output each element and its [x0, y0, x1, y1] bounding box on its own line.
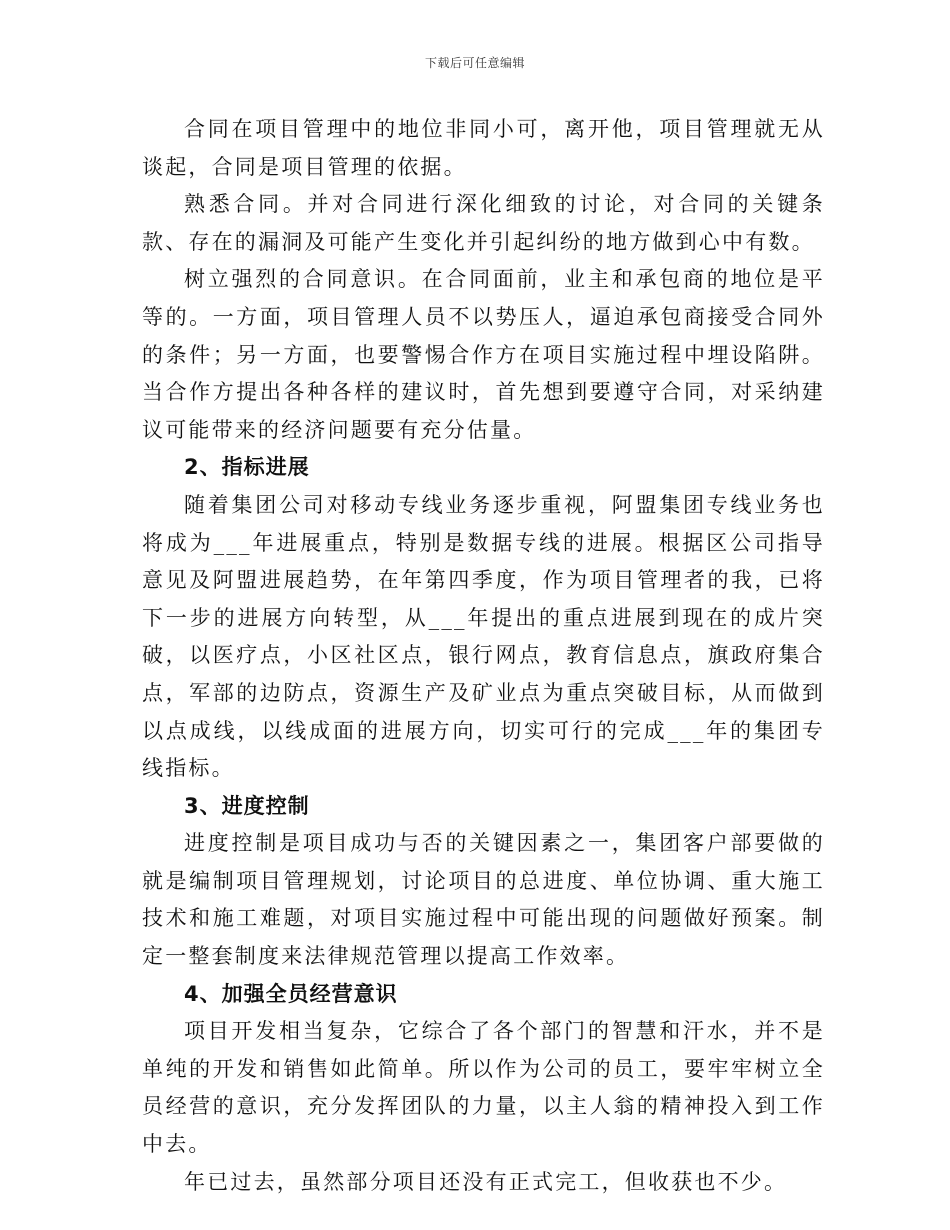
paragraph-contract-importance: 合同在项目管理中的地位非同小可，离开他，项目管理就无从谈起，合同是项目管理的依据。 [142, 117, 825, 179]
paragraph-business-awareness: 项目开发相当复杂，它综合了各个部门的智慧和汗水，并不是单纯的开发和销售如此简单。所以作为公司的员工，要牢牢树立全员经营的意识，充分发挥团队的力量，以主人翁的精神投入到工作中去。 [142, 1019, 825, 1157]
paragraph-contract-awareness: 树立强烈的合同意识。在合同面前，业主和承包商的地位是平等的。一方面，项目管理人员不以势压人，逼迫承包商接受合同外的条件；另一方面，也要警惕合作方在项目实施过程中埋设陷阱。当合作方提出各种各样的建议时，首先想到要遵守合同，对采纳建议可能带来的经济问题要有充分估量。 [142, 267, 825, 442]
paragraph-familiar-contract: 熟悉合同。并对合同进行深化细致的讨论，对合同的关键条款、存在的漏洞及可能产生变化并引起纠纷的地方做到心中有数。 [142, 192, 825, 254]
section-heading-business-awareness: 4、加强全员经营意识 [184, 981, 398, 1006]
document-body [142, 111, 825, 1201]
section-heading-indicator-progress: 2、指标进展 [184, 455, 310, 480]
section-heading-schedule-control: 3、进度控制 [184, 793, 310, 818]
page-header: 下载后可任意编辑 [424, 56, 525, 70]
paragraph-schedule-control: 进度控制是项目成功与否的关键因素之一，集团客户部要做的就是编制项目管理规划，讨论项目的总进度、单位协调、重大施工技术和施工难题，对项目实施过程中可能出现的问题做好预案。制定一整套制度来法律规范管理以提高工作效率。 [142, 831, 825, 969]
paragraph-year-summary: 年已过去，虽然部分项目还没有正式完工，但收获也不少。 [184, 1169, 788, 1194]
paragraph-indicator-progress: 随着集团公司对移动专线业务逐步重视，阿盟集团专线业务也将成为___年进展重点，特别是数据专线的进展。根据区公司指导意见及阿盟进展趋势，在年第四季度，作为项目管理者的我，已将下一步的进展方向转型，从___年提出的重点进展到现在的成片突破，以医疗点，小区社区点，银行网点，教育信息点，旗政府集合点，军部的边防点，资源生产及矿业点为重点突破目标，从而做到以点成线，以线成面的进展方向，切实可行的完成___年的集团专线指标。 [142, 492, 825, 781]
